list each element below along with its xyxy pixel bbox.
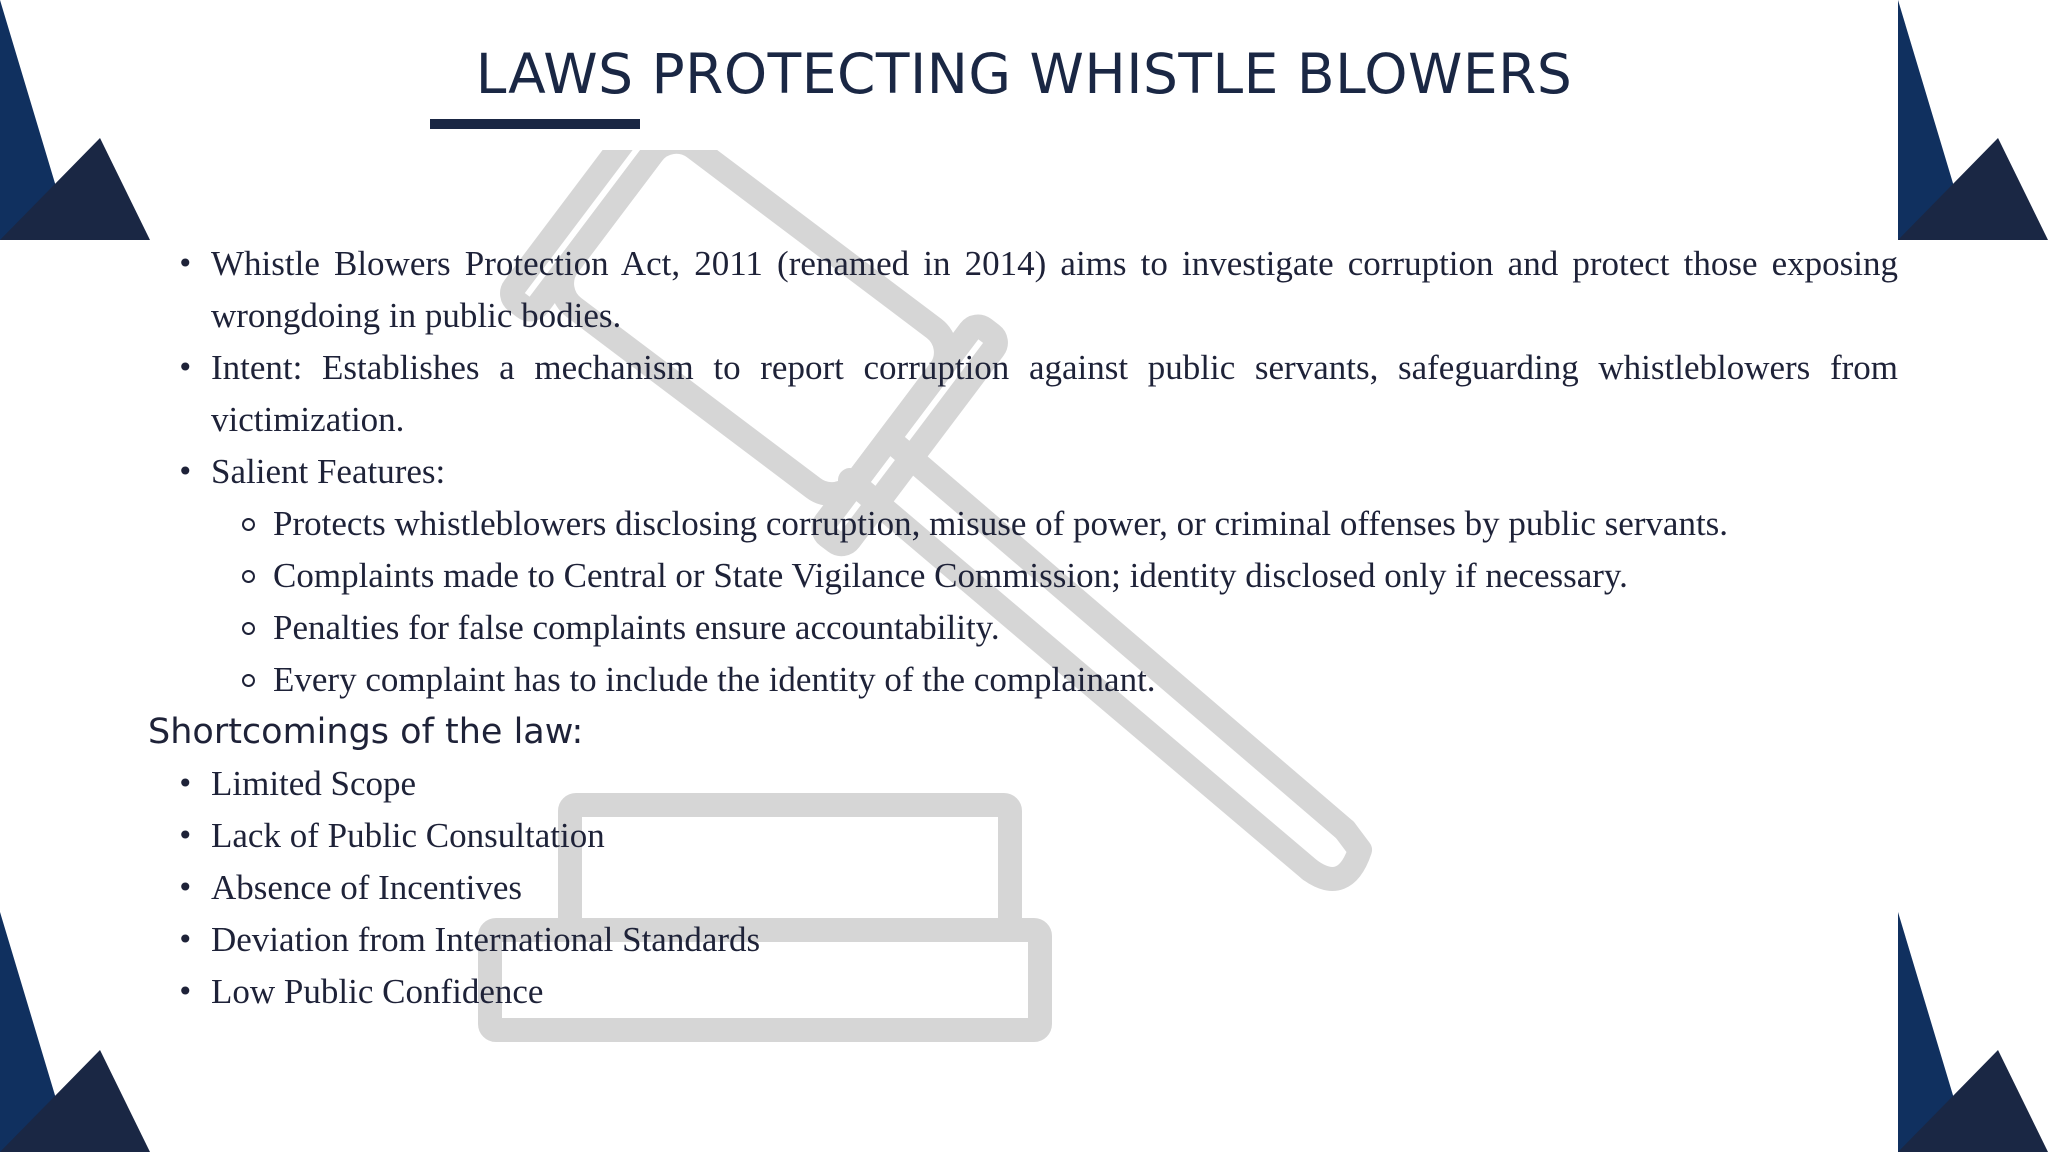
shortcoming-item: • Low Public Confidence [148, 966, 1898, 1018]
salient-features-list [148, 498, 1898, 706]
shortcoming-item: • Deviation from International Standards [148, 914, 1898, 966]
shortcomings-heading: Shortcomings of the law: [148, 712, 584, 752]
slide-title: LAWS PROTECTING WHISTLE BLOWERS [475, 42, 1573, 106]
feature-item: Complaints made to Central or State Vigilance Commission; identity disclosed only if necessary. [148, 550, 1898, 602]
bullet-intent: • Intent: Establishes a mechanism to report corruption against public servants, safeguarding whistleblowers from victimization. [148, 342, 1898, 446]
feature-item: Protects whistleblowers disclosing corruption, misuse of power, or criminal offenses by public servants. [148, 498, 1898, 550]
shortcoming-item: • Limited Scope [148, 758, 1898, 810]
corner-decoration-top-right [1898, 0, 2048, 240]
bullet-act-overview: • Whistle Blowers Protection Act, 2011 (renamed in 2014) aims to investigate corruption and protect those exposing wrongdoing in public bodies. [148, 238, 1898, 342]
corner-decoration-bottom-left [0, 912, 150, 1152]
slide-content [148, 238, 1898, 1018]
feature-item: Penalties for false complaints ensure accountability. [148, 602, 1898, 654]
corner-decoration-top-left [0, 0, 150, 240]
shortcoming-item: • Lack of Public Consultation [148, 810, 1898, 862]
title-underline [430, 119, 640, 129]
main-bullet-list [148, 238, 1898, 498]
shortcomings-list [148, 758, 1898, 1018]
corner-decoration-bottom-right [1898, 912, 2048, 1152]
shortcoming-item: • Absence of Incentives [148, 862, 1898, 914]
feature-item: Every complaint has to include the identity of the complainant. [148, 654, 1898, 706]
bullet-salient-features: • Salient Features: [148, 446, 1898, 498]
